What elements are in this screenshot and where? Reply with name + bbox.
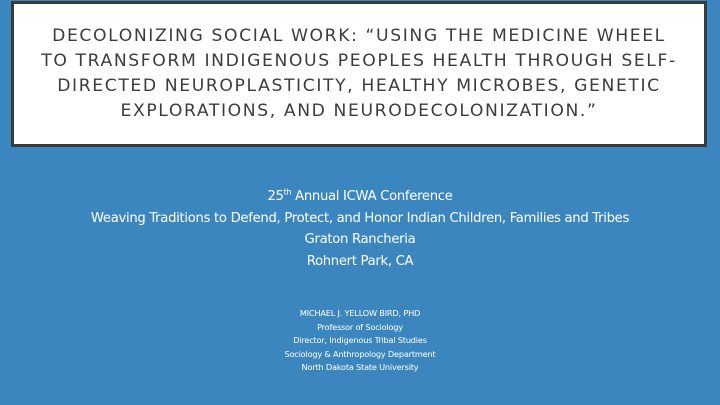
title-box xyxy=(11,1,707,147)
author-title-1: Professor of Sociology xyxy=(317,321,403,332)
author-name: MICHAEL J. YELLOW BIRD, PHD xyxy=(299,308,421,318)
conference-name-line xyxy=(0,186,720,208)
slide-title: DECOLONIZING SOCIAL WORK: “USING THE MEDICINE WHEEL TO TRANSFORM INDIGENOUS PEOPLES HEALTH THROUGH SELF-DIRECTED NEUROPLASTICITY, HEALTHY MICROBES, GENETIC EXPLORATIONS, AND NEURODECOLONIZATION.” xyxy=(41,26,677,121)
conference-venue: Graton Rancheria xyxy=(304,232,416,247)
conference-info xyxy=(0,186,720,272)
author-university: North Dakota State University xyxy=(301,362,419,372)
author-info xyxy=(0,307,720,375)
conference-ordinal-number: 25 xyxy=(267,189,284,204)
author-department: Sociology & Anthropology Department xyxy=(284,348,436,359)
conference-ordinal-suffix: th xyxy=(283,187,292,197)
conference-theme: Weaving Traditions to Defend, Protect, and Honor Indian Children, Families and Tribes xyxy=(90,210,630,226)
conference-name: Annual ICWA Conference xyxy=(291,189,453,204)
conference-location: Rohnert Park, CA xyxy=(306,253,414,269)
author-title-2: Director, Indigenous Tribal Studies xyxy=(293,335,427,345)
